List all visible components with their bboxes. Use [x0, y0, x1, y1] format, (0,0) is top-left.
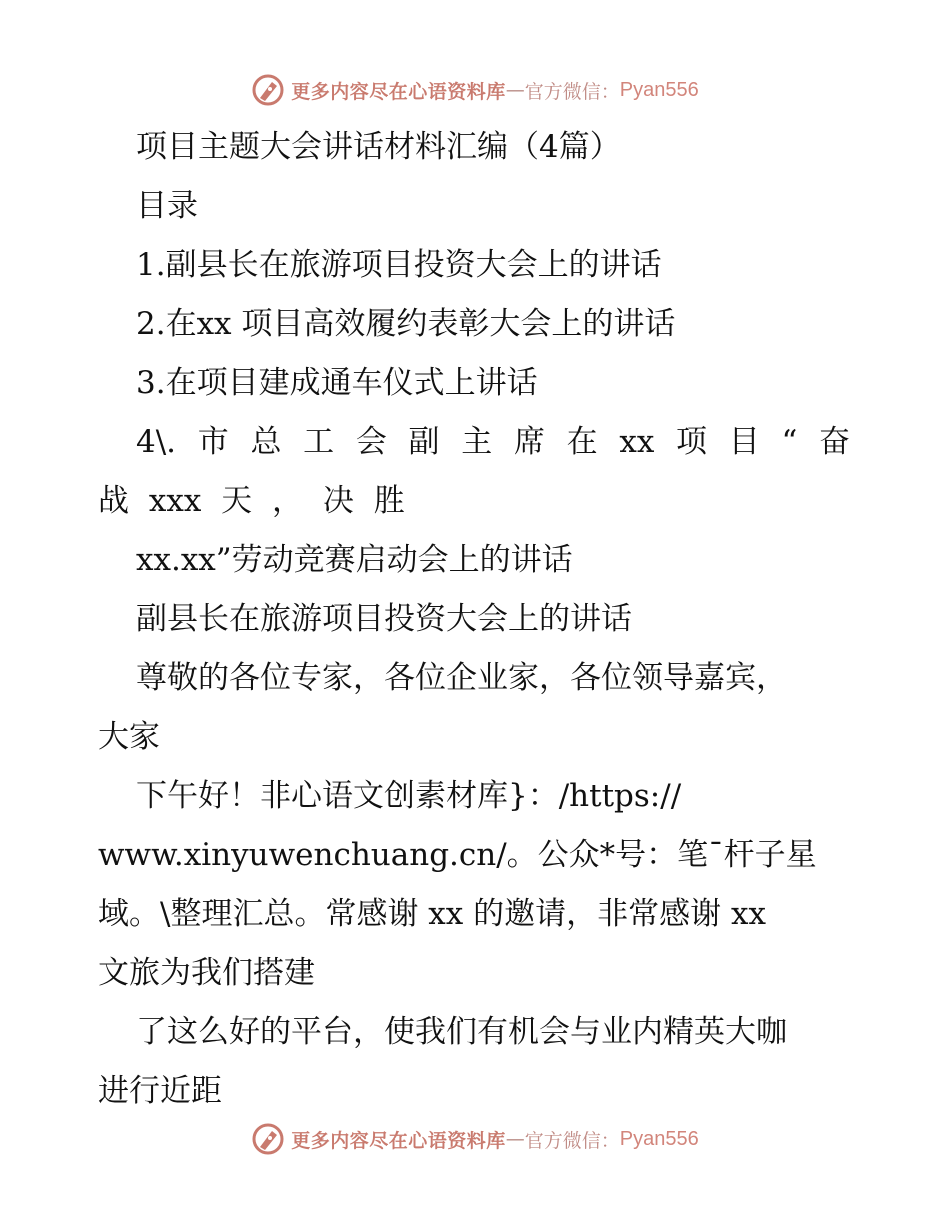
toc4-token: “	[781, 424, 798, 460]
footer-watermark-banner	[0, 1117, 950, 1161]
toc4-token: 席	[513, 424, 545, 460]
toc4-token: 奋	[819, 424, 850, 460]
section-title: 副县长在旅游项目投资大会上的讲话	[136, 601, 632, 637]
toc-item-4-line-1	[98, 413, 850, 472]
toc4-token: 总	[250, 424, 282, 460]
banner-main-text: 更多内容尽在心语资料库	[291, 80, 506, 103]
banner-separator: —	[505, 1128, 525, 1150]
toc4-token: 目	[728, 424, 760, 460]
body-line-3: 下午好！非心语文创素材库}：/https://	[136, 778, 682, 814]
banner-wechat-id: Pyan556	[619, 1127, 699, 1150]
body-line-5: 域。\整理汇总。常感谢 xx 的邀请，非常感谢 xx	[98, 896, 766, 932]
banner-wechat-label: 官方微信：	[524, 80, 620, 103]
banner-main-text: 更多内容尽在心语资料库	[291, 1129, 506, 1152]
toc4-token: xx	[619, 424, 655, 460]
toc4-token: 主	[461, 424, 493, 460]
pen-nib-logo-icon	[251, 1122, 285, 1156]
toc4-token: 项	[676, 424, 708, 460]
header-watermark-banner	[0, 68, 950, 112]
body-line-6: 文旅为我们搭建	[98, 955, 315, 991]
toc-item-2: 2.在xx 项目高效履约表彰大会上的讲话	[136, 306, 676, 342]
document-body	[98, 118, 850, 1121]
toc-item-4-line-2: 战 xxx 天 ， 决 胜	[98, 483, 405, 519]
document-title: 项目主题大会讲话材料汇编（4篇）	[136, 129, 621, 165]
banner-wechat-id: Pyan556	[619, 78, 699, 101]
toc-heading: 目录	[136, 188, 198, 224]
body-line-7: 了这么好的平台，使我们有机会与业内精英大咖	[136, 1014, 787, 1050]
toc4-token: 4\.	[136, 424, 177, 460]
banner-wechat-label: 官方微信：	[524, 1129, 620, 1152]
toc-item-4-line-3: xx.xx”劳动竞赛启动会上的讲话	[136, 542, 573, 578]
pen-nib-logo-icon	[251, 73, 285, 107]
toc4-token: 市	[197, 424, 229, 460]
banner-separator: —	[505, 79, 525, 101]
toc-item-3: 3.在项目建成通车仪式上讲话	[136, 365, 538, 401]
toc4-token: 工	[303, 424, 335, 460]
body-line-1: 尊敬的各位专家，各位企业家，各位领导嘉宾，	[136, 660, 787, 696]
toc4-token: 副	[408, 424, 440, 460]
body-line-8: 进行近距	[98, 1073, 222, 1109]
body-line-4: www.xinyuwenchuang.cn/。公众*号：笔¯杆子星	[98, 837, 817, 873]
toc4-token: 在	[566, 424, 598, 460]
body-line-2: 大家	[98, 719, 160, 755]
toc4-token: 会	[355, 424, 387, 460]
toc-item-1: 1.副县长在旅游项目投资大会上的讲话	[136, 247, 662, 283]
